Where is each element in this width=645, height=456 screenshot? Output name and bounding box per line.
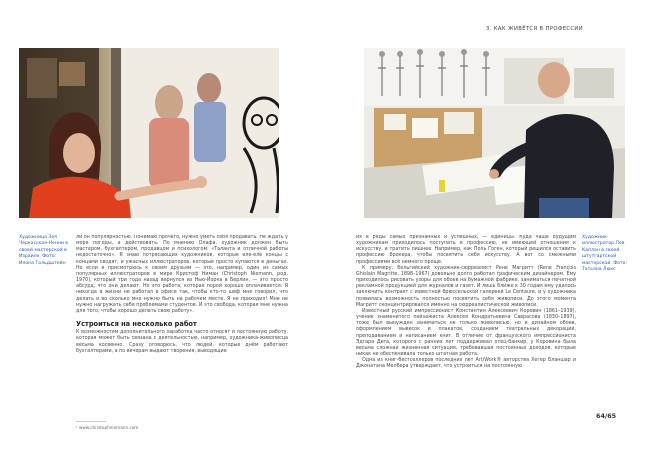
paragraph: Известный русский импрессионист Константин Алексеевич Коровин (1861–1939), ученик знаменитого пейзажиста Алексея Кондратьевича Саврасова (1830–1897), тоже был вынужден заниматься не только живописью, но и дизайном обоев, оформлением вывесок и плакатов, созданием театральных декораций, преподаванием и написанием книг. В отличие от французского импрессиониста Эдгара Дега, которого с ранних лет поддерживал отец-банкир, у Коровина была весьма сложная жизненная ситуация, требовавшая постоянных доходов, которые никак не обеспечивала только штатная работа.: [356, 308, 576, 357]
paragraph: Одна из книг-бестселлеров последних лет Art/Work® авторства Хегер Бланшар и Джонатана Мелбера утверждает, что устроиться на постоянную: [356, 358, 576, 370]
subheading: Устроиться на несколько работ: [76, 320, 197, 329]
text-column-1: [76, 235, 288, 419]
footnote: ¹ www.christophniemann.com: [76, 425, 139, 430]
photo-artist-painting: [19, 48, 279, 218]
photo-illustrator-desk: [364, 48, 625, 218]
caption-right: Художник-иллюстратор Лев Каплан в своей штутгартской мастерской. Фото: Татьяна Люкс: [582, 235, 628, 273]
page-number: 64/65: [596, 412, 617, 420]
footnote-rule: [76, 421, 106, 422]
paragraph: К возможностям дополнительного заработка часто относят и постоянную работу, которая может быть связана с деятельностью, например, художника-живописца весьма косвенно. Сразу оговорюсь, что людей, которые днём работают бухгалтерами, а по вечерам выдают творения, выводящие: [76, 330, 288, 354]
paragraph: ли он популярностью. Понимаю прочего, нужно уметь себя продавать. Не ждать у моря погоды, а действовать. По мнению Олафа, художник должен быть мастером, бухгалтером, продавцом и психологом: «Таланта и отличной работы недостаточно». Я знаю потрясающих художников, которые еле-еле концы с концами сводят, и ужасных иллюстраторов, которые просто купаются в деньгах. Но если я присмотрюсь к своим друзьям — это, например, один из самых популярных иллюстраторов в мире Кристоф Ниман (Christoph Niemann, род. 1970), который три года назад вернулся из Нью-Йорка в Берлин, — это просто абсурд, что они делают. Но это работа, которая порой хорошо оплачивается. Я никогда в жизни не работал в офисе так, чтобы кто-то шеф мне говорил, что делать и во сколько мне нужно быть на рабочем месте. Я не приходил! Мне не нужно нагружать себя проблемами студентов. И это свобода, которая мне нужна для того, чтобы хорошо делать свою работу».: [76, 235, 288, 314]
paragraph: их в ряды самых признанных и успешных, — единицы. Куда чаще будущим художникам приходилось поступать в профессию, не имеющей отношения к искусству, и тратить лишнее. Например, как Поль Гоген, который решился оставить профессию брокера, чтобы посвятить себя искусству. А вот со смежными профессиями всё немного проще.: [356, 235, 576, 265]
caption-left: Художница Зоя Черкасская-Ненни в своей мастерской в Израиле. Фото: Илона Гольдштейн: [19, 235, 68, 266]
text-column-2: [356, 235, 576, 431]
paragraph: К примеру, бельгийский художник-сюрреалист Рене Магритт (René François Ghislain Magritte, 1898–1967) довольно долго работал графическим дизайнером. Ему приходилось рисовать узоры для обоев на бумажной фабрике, заниматься печатной рекламной продукцией для журналов и газет. И лишь ближе к 30 годам ему удалось заключить контракт с известной брюссельской галереей Le Centaure, и у художника появилась возможность полностью посвятить себя живописи. До этого момента Магритт сконцентрировался именно на сюрреалистической живописи.: [356, 265, 576, 308]
chapter-header: 3. КАК ЖИВЁТСЯ В ПРОФЕССИИ: [486, 26, 583, 32]
